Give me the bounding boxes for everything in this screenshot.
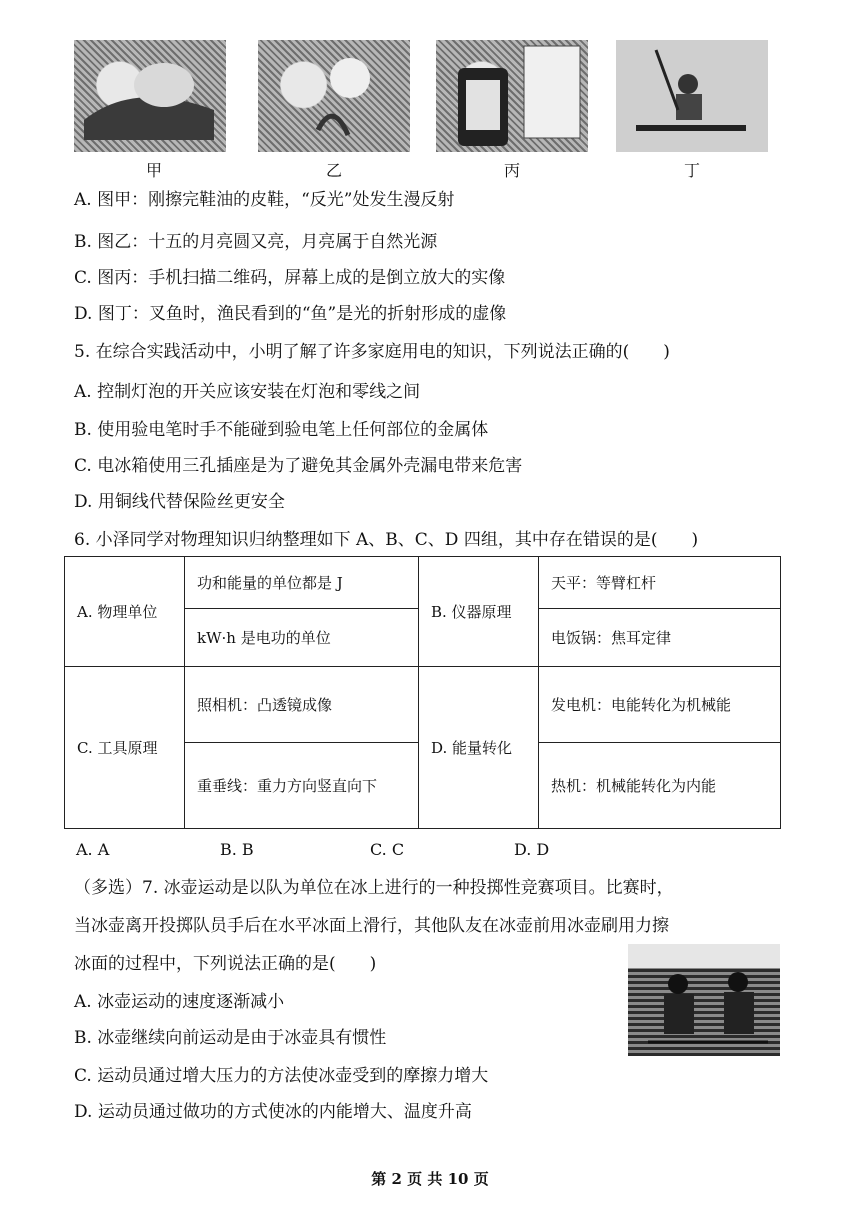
table-cell-d-label: D. 能量转化 xyxy=(419,667,539,829)
q5-option-c: C. 电冰箱使用三孔插座是为了避免其金属外壳漏电带来危害 xyxy=(74,456,523,476)
q7-option-c: C. 运动员通过增大压力的方法使冰壶受到的摩擦力增大 xyxy=(74,1066,489,1086)
q4-option-d: D. 图丁：叉鱼时，渔民看到的“鱼”是光的折射形成的虚像 xyxy=(74,304,507,324)
q5-option-b: B. 使用验电笔时手不能碰到验电笔上任何部位的金属体 xyxy=(74,420,489,440)
table-cell-c1: 照相机：凸透镜成像 xyxy=(185,667,419,743)
curling-photo-icon xyxy=(628,944,780,1056)
q6-option-b: B. B xyxy=(220,840,254,859)
q6-table xyxy=(64,556,781,829)
q7-stem-line2: 当冰壶离开投掷队员手后在水平冰面上滑行，其他队友在冰壶前用冰壶刷用力擦 xyxy=(74,916,669,936)
q4-option-a: A. 图甲：刚擦完鞋油的皮鞋，“反光”处发生漫反射 xyxy=(74,190,455,210)
figure-caption: 丙 xyxy=(503,161,520,180)
q7-stem-line3: 冰面的过程中，下列说法正确的是( ) xyxy=(74,954,377,974)
fisherman-photo-icon xyxy=(616,40,768,152)
table-cell-b2: 电饭锅：焦耳定律 xyxy=(539,609,781,667)
table-cell-c2: 重垂线：重力方向竖直向下 xyxy=(185,743,419,829)
q5-stem: 5. 在综合实践活动中，小明了解了许多家庭用电的知识，下列说法正确的( ) xyxy=(74,342,670,362)
q7-stem-line1: （多选）7. 冰壶运动是以队为单位在冰上进行的一种投掷性竞赛项目。比赛时， xyxy=(74,878,674,898)
table-cell-a-label: A. 物理单位 xyxy=(65,557,185,667)
q4-option-c: C. 图丙：手机扫描二维码，屏幕上成的是倒立放大的实像 xyxy=(74,268,506,288)
figure-caption: 丁 xyxy=(683,161,700,180)
table-cell-a2: kW·h 是电功的单位 xyxy=(185,609,419,667)
table-cell-c-label: C. 工具原理 xyxy=(65,667,185,829)
q6-option-d: D. D xyxy=(514,840,550,859)
q7-option-b: B. 冰壶继续向前运动是由于冰壶具有惯性 xyxy=(74,1028,387,1048)
q7-option-a: A. 冰壶运动的速度逐渐减小 xyxy=(74,992,285,1012)
q4-option-b: B. 图乙：十五的月亮圆又亮，月亮属于自然光源 xyxy=(74,232,438,252)
table-cell-b1: 天平：等臂杠杆 xyxy=(539,557,781,609)
q6-option-c: C. C xyxy=(370,840,405,859)
q7-option-d: D. 运动员通过做功的方式使冰的内能增大、温度升高 xyxy=(74,1102,472,1122)
figure-caption: 乙 xyxy=(325,161,342,180)
table-cell-a1: 功和能量的单位都是 J xyxy=(185,557,419,609)
phone-qr-photo-icon xyxy=(436,40,588,152)
q6-stem: 6. 小泽同学对物理知识归纳整理如下 A、B、C、D 四组，其中存在错误的是( ) xyxy=(74,530,699,550)
figure-caption: 甲 xyxy=(145,161,162,180)
q6-option-a: A. A xyxy=(76,840,110,859)
table-cell-d1: 发电机：电能转化为机械能 xyxy=(539,667,781,743)
table-cell-d2: 热机：机械能转化为内能 xyxy=(539,743,781,829)
moon-photo-icon xyxy=(258,40,410,152)
q5-option-d: D. 用铜线代替保险丝更安全 xyxy=(74,492,285,512)
shoe-photo-icon xyxy=(74,40,226,152)
q5-option-a: A. 控制灯泡的开关应该安装在灯泡和零线之间 xyxy=(74,382,421,402)
table-cell-b-label: B. 仪器原理 xyxy=(419,557,539,667)
page-footer: 第 2 页 共 10 页 xyxy=(371,1170,489,1188)
